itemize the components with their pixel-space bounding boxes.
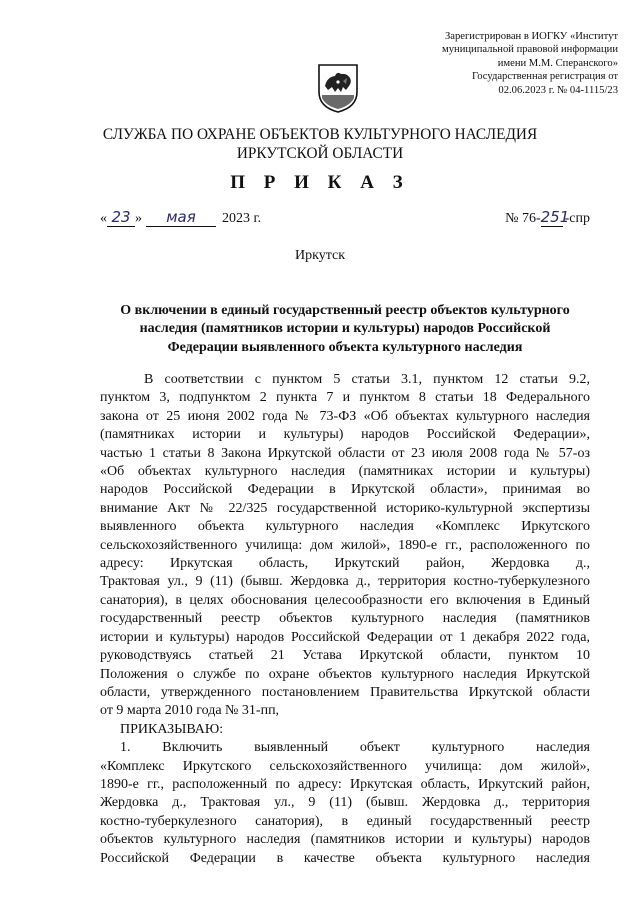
coat-of-arms-icon <box>316 62 360 114</box>
registration-line: муниципальной правовой информации <box>442 44 618 56</box>
document-number <box>505 208 590 227</box>
body-line: области, утвержденного постановлением Правительства Иркутской области <box>100 684 590 700</box>
registration-line: 02.06.2023 г. № 04-1115/23 <box>498 84 618 96</box>
body-line: Положения о службе по охране объектов культурного наследия Иркутской <box>100 666 590 682</box>
body-line: санатория), в целях обоснования целесообразности его включения в Единый <box>100 592 590 608</box>
date-month-handwritten: мая <box>146 208 216 227</box>
body-line: костно-туберкулезного санатория), в единый государственный реестр <box>100 813 590 829</box>
number-handwritten: 251 <box>540 208 570 226</box>
date-number-line <box>100 208 590 232</box>
agency-line-1: СЛУЖБА ПО ОХРАНЕ ОБЪЕКТОВ КУЛЬТУРНОГО НАСЛЕДИЯ <box>102 126 538 143</box>
document-type-title: П Р И К А З <box>230 172 410 193</box>
document-date <box>100 208 261 227</box>
body-line: частью 1 статьи 8 Закона Иркутской области от 23 июля 2008 года № 57-оз <box>100 445 590 461</box>
body-line: 1890-е гг., расположенный по адресу: Иркутская область, Иркутский район, <box>100 776 590 792</box>
body-line: от 9 марта 2010 года № 31-пп, <box>100 703 280 719</box>
body-line: народов Российской Федерации в Иркутской области», принимая во <box>100 482 590 498</box>
body-line: внимание Акт № 22/325 государственной историко-культурной экспертизы <box>100 500 590 516</box>
registration-line: Зарегистрирован в ИОГКУ «Институт <box>444 31 618 42</box>
body-line: Российской Федерации в качестве объекта культурного наследия <box>100 850 590 866</box>
body-line: В соответствии с пунктом 5 статьи 3.1, пунктом 12 статьи 9.2, <box>144 372 590 387</box>
subject-line: О включении в единый государственный реестр объектов культурного <box>120 303 570 318</box>
body-line: руководствуясь статьей 21 Устава Иркутской области, пунктом 10 <box>100 648 590 664</box>
number-suffix: -спр <box>564 211 590 226</box>
body-line: «Об объектах культурного наследия (памятниках истории и культуры) <box>100 464 590 480</box>
body-line: сельскохозяйственного училища: дом жилой», 1890-е гг., расположенного по <box>100 537 590 553</box>
date-open-quote: « <box>100 211 107 226</box>
body-line: 1. Включить выявленный объект культурного наследия <box>120 740 590 756</box>
body-line: закона от 25 июня 2002 года № 73-ФЗ «Об объектах культурного наследия <box>100 408 590 424</box>
body-line: «Комплекс Иркутского сельскохозяйственного училища: дом жилой», <box>100 758 590 774</box>
registration-line: Государственная регистрация от <box>472 71 618 83</box>
order-directive: ПРИКАЗЫВАЮ: <box>120 721 224 737</box>
agency-line-2: ИРКУТСКОЙ ОБЛАСТИ <box>236 145 404 162</box>
body-line: объектов культурного наследия (памятников истории и культуры) народов <box>100 832 590 848</box>
body-line: государственный реестр объектов культурного наследия (памятников <box>100 611 590 627</box>
subject-line: наследия (памятников истории и культуры) народов Российской <box>139 321 551 337</box>
date-close-quote: » <box>135 211 142 226</box>
registration-line: имени М.М. Сперанского» <box>497 57 618 69</box>
agency-name <box>0 125 640 163</box>
body-line: адресу: Иркутская область, Иркутский район, Жердовка д., <box>100 556 590 572</box>
body-line: (памятниках истории и культуры) народов Российской Федерации», <box>100 427 590 443</box>
body-line: Трактовая ул., 9 (11) (бывш. Жердовка д., территория костно-туберкулезного <box>100 574 590 590</box>
city-name: Иркутск <box>294 248 346 263</box>
body-line: выявленного объекта культурного наследия «Комплекс Иркутского <box>100 519 590 535</box>
registration-stamp <box>418 30 618 97</box>
body-line: Жердовка д., Трактовая ул., 9 (11) (бывш. Жердовка д., территория <box>100 795 590 811</box>
order-body <box>100 371 590 868</box>
body-line: пунктом 3, подпунктом 2 пункта 7 и пунктом 8 статьи 18 Федерального <box>100 390 590 406</box>
subject-line: Федерации выявленного объекта культурного наследия <box>167 339 523 355</box>
date-day-handwritten: 23 <box>107 208 135 227</box>
number-prefix: № 76- <box>505 211 541 226</box>
date-year: 2023 г. <box>222 211 262 226</box>
order-subject <box>100 302 590 357</box>
body-line: истории и культуры) народов Российской Федерации от 1 декабря 2022 года, <box>100 629 590 645</box>
